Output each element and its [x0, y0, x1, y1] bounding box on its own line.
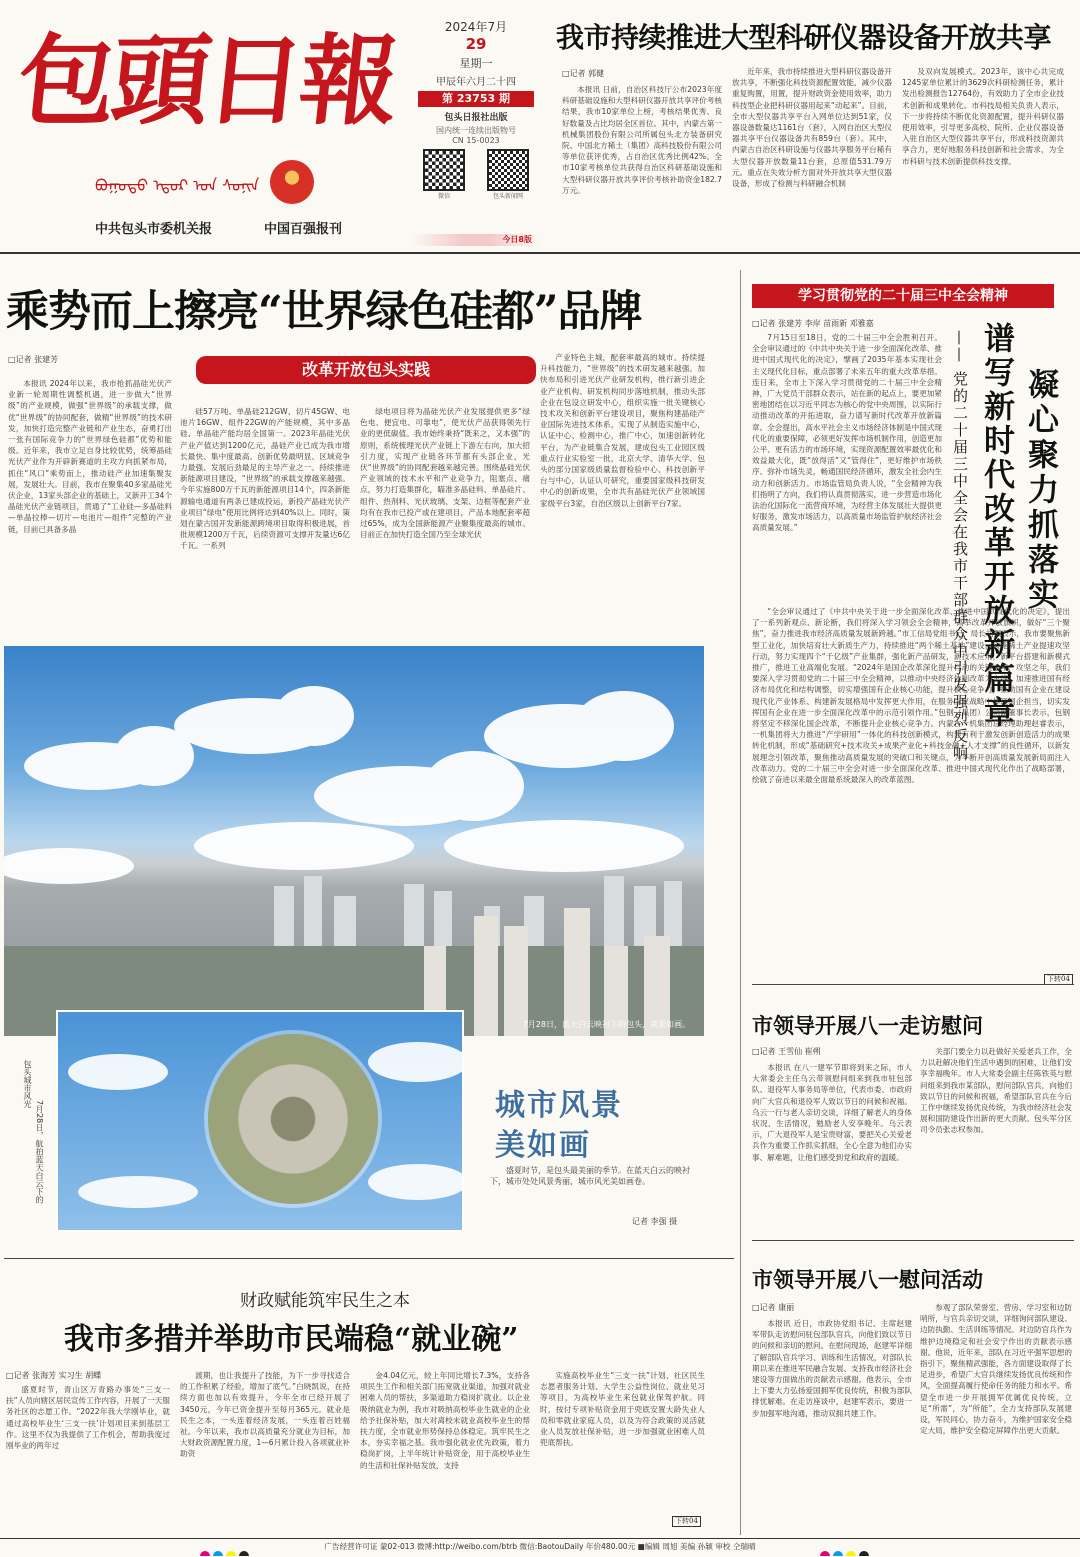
visit-headline[interactable]: 市领导开展八一走访慰问 [752, 1013, 983, 1038]
activity-col2: 参观了部队荣誉室、营房、学习室和边防哨所，与官兵亲切交谈，详细询问部队建设、边防执勤、生活训练等情况。对边防官兵作为维护边境稳定和社会安宁作出的贡献表示感谢。他说，近年来，部队在习近平强军思想的指引下，聚焦精武强能，各方面建设取得了长足进步，希望广大官兵继续发扬优良传统和作风，全面提高履行使命任务的能力和水平。希望全市进一步开展拥军优属优良传统，立足“所需”，为“所能”，全力支持部队发展建设，军民同心，协力奋斗，为维护国家安全稳定大局，维护安全稳定屏障作出更大贡献。 [920, 1303, 1072, 1436]
masthead-slogan-right: 中国百强报刊 [264, 222, 343, 237]
right-divider-1 [752, 984, 1074, 985]
issue-number: 第 23753 期 [418, 91, 534, 107]
feature-col2: “全会审议通过了《中共中央关于进一步全面深化改革、推进中国式现代化的决定》，提出了一系列新观点、新论断，我们将深入学习领会全会精神，高举改革开放旗帜，做好“三个聚焦”，奋力推进我市经济高质量发展新跨越。”市工信局党组书记、局长胡振表示，我市要聚焦新型工业化，加快培育壮大新质生产力，持续推进“两个稀土基地”建设，实施稀土产业提速攻坚行动，努力实现四个“千亿级”产业集群，强化新产品研发，新技术应用，新平台搭建和新模式推广，推进工业高端化发展。“2024年是国企改革深化提升行动的关键之年，攻坚之年，我们要深入学习贯彻党的二十届三中全会精神，以推动中央经济体制改革为主线，加速推进国有经济布局优化和结构调整，切实增强国有企业核心功能，提升核心竞争力，推动国有企业在建设现代化产业体系、构建新发展格局中发挥更大作用，在服务国家战略中体现国企担当，切实发挥国有企业在进一步全面深化改革中的示范引领作用。”包钢（集团）公司副董事长表示，包钢将坚定不移深化国企改革，不断提升企业核心竞争力。内蒙古一机集团总经理助理赵睿表示，一机集团将大力推进“产学研用”一体化的科技创新模式，构建有利于激发创新创造活力的成果转化机制，形成“基础研究+技术攻关+成果产业化+科技金融+人才支撑”的良性循环，以新发展理念引领改革，聚焦推动高质量发展的突破口和关键点，为不断开创高质量发展新局面注入改革动力。党的二十届三中全会对进一步全面深化改革、推进中国式现代化作出了战略部署，绘就了奋进以来最全面最系统最深入的改革蓝图。 [752, 607, 1070, 785]
lead-col4: 产业特色主城，配套率最高的城市。持续提升科技能力，“世界级”的技术研发越来越强。加快布局和引进光伏产业研发机构，推行新引进企业产业机构、研发机构同步落地机制，推动头部企业在包设立研发中心，组织实施一批关键核心技术攻关和创新平台建设项目，聚焦构建晶硅产业国际先进技术体系，实现了从制造实施中心，认证中心、检测中心，推广中心，加速创新转化平台，为产业链集合发展，建成包头工业园区级重点行业实验室一批，北京大学、清华大学、包头的部分国家级质量监督检验中心、科技创新平台与中心，认证认可研究，重要国家级科技研发中心的创新成果，全市共有晶硅光伏产业领域国家级平台3家，自治区级以上创新平台7家。 [540, 353, 705, 508]
today-pages-badge: 今日8版 [412, 234, 540, 246]
bottom-kicker: 财政赋能筑牢民生之本 [240, 1291, 410, 1311]
feature-title-second-text: 谱写新时代改革开放新篇章 [978, 322, 1014, 730]
lead-col1: 本报讯 2024年以来，我市抢抓晶硅光伏产业新一轮周期性调整机遇，进一步做大“世界级”的产业规模，做强“世界级”的承载支撑，做优“世界级”的协同配套，做精“世界级”的技术研发，加快打造完整产业链和产业生态，奋勇打出一张有国际竞争力的“世界绿色硅都”优势和能级。近年来，我市立足自身比较优势，统筹晶硅光伏产业作为开辟新赛道的主攻方向抓紧布局，抓住“风口”乘势而上，推动硅产业加速集聚发展，发展壮大。目前，我市在聚集40多家晶硅光伏企业，13家头部企业的基础上，又新开工34个晶硅光伏产业链项目，贯通了“工业硅—多晶硅料—单晶拉棒—切片—电池片—组件”完整的产业链，目前已具备多晶 [8, 379, 172, 534]
vertical-caption-text-2: 7月28日，航拍蓝天白云下的 [35, 1100, 44, 1204]
feature-subtitle-text: —— 党的二十届三中全会在我市干部群众中引发强烈反响 [951, 330, 969, 762]
top-story-headline[interactable]: 我市持续推进大型科研仪器设备开放共享 [556, 21, 1052, 54]
bottom-divider [4, 1258, 734, 1259]
vertical-caption-text: 包头城市风光 [23, 1060, 32, 1108]
inset-text: 盛夏时节，是包头最美丽的季节。在蓝天白云的映衬下，城市处处风景秀丽，城市风光美如画卷。 [490, 1166, 690, 1186]
qr-label-news: 包头新闻网 [492, 193, 523, 200]
feature-title-main-text: 凝心聚力抓落实 [1022, 368, 1058, 613]
photo-caption-main: 7月28日，蓝天白云映衬下的包头，美景如画。 [522, 1020, 690, 1029]
photo-credit: 记者 李强 摄 [632, 1217, 678, 1226]
date-weekday: 星期一 [459, 57, 493, 70]
qr-label-wechat: 微信 [437, 193, 450, 200]
emblem-icon [270, 160, 314, 204]
registration-marks-2 [820, 1546, 872, 1556]
inset-photo[interactable] [56, 1010, 464, 1232]
feature-jump[interactable] [1044, 966, 1073, 985]
activity-byline: □记者 康丽 [752, 1303, 795, 1312]
bottom-col3: 金4.04亿元，较上年同比增长7.3%，支持各项民生工作和相关部门拓宽就业渠道，加强对就业困难人员的帮扶，多渠道助力稳岗扩就业。以企业吸纳就业为例，我市对吸纳高校毕业生就业的企业给予社保补贴，加大对离校未就业高校毕业生的帮扶力度，全市就业形势保持总体稳定。筑牢民生之本，夯实幸福之基。我市强化就业优先政策，着力稳岗扩岗，上半年统计补贴资金，用于高校毕业生的生活和社保补贴发放，支持 [360, 1371, 530, 1470]
registration-marks [200, 1546, 252, 1556]
feature-jump-label[interactable]: 下转04 [1044, 974, 1073, 985]
bottom-headline[interactable]: 我市多措并举助市民端稳“就业碗” [64, 1322, 519, 1357]
feature-col1: 7月15日至18日，党的二十届三中全会胜利召开。全会审议通过的《中共中央关于进一步全面深化改革、推进中国式现代化的决定》，擘画了2035年基本实现社会主义现代化目标，重点部署了未来五年的重大改革举措。连日来，全市上下深入学习贯彻党的二十届三中全会精神，广大党员干部群众表示，站在新的起点上，要更加紧密地团结在以习近平同志为核心的党中央周围，以实际行动推动改革的开拓进取，奋力谱写新时代改革开放新篇章。全会提出，高水平社会主义市场经济体制是中国式现代化的重要保障，必须更好发挥市场机制作用，创造更加公平、更有活力的市场环境，实现资源配置效率最优化和效益最大化，既“放得活”又“管得住”，更好维护市场秩序、弥补市场失灵，畅通国民经济循环，激发全社会内生动力和创新活力。市场监管局负责人说，“全会精神为我们指明了方向，我们将认真贯彻落实，进一步营造市场化法治化国际化一流营商环境，为经营主体发展壮大提供更好服务，激发市场活力，以高质量市场监管护航经济社会高质量发展。” [752, 333, 942, 533]
activity-headline[interactable]: 市领导开展八一慰问活动 [752, 1267, 983, 1292]
feature-byline: □记者 张建芳 李岸 苗雨新 邓雅嘉 [752, 319, 874, 328]
cn-number: CN 15-0023 [452, 136, 500, 145]
lead-headline[interactable]: 乘势而上擦亮“世界绿色硅都”品牌 [6, 287, 642, 337]
bottom-byline: □记者 张海芳 实习生 胡蝶 [6, 1371, 102, 1380]
qr-code-icon[interactable] [423, 149, 465, 191]
newspaper-logo: 包頭日報 [12, 24, 401, 139]
date-lunar: 甲辰年六月二十四 [436, 77, 516, 88]
footer-divider [0, 1538, 1080, 1539]
inset-title-2: 美如画 [495, 1128, 591, 1163]
feature-section-tag: 学习贯彻党的二十届三中全会精神 [752, 284, 1054, 308]
bottom-col2: 渡期，也让我提升了技能，为下一步寻找适合的工作积累了经验，增加了底气。”白晓凯说，在持续方面也加以有效提升，今年全市已经开展了3450元，今年已资金提升至每月365元。就业是民生之本，一头连着经济发展，一头连着百姓福祉。今年以来，我市以高质量充分就业为目标，加大财政资源配置力度，1—6月累计投入各项就业补助资 [180, 1371, 350, 1459]
top-story-byline: □记者 郭健 [562, 69, 605, 78]
masthead [0, 0, 1080, 250]
visit-byline: □记者 王雪仙 崔朔 [752, 1047, 821, 1056]
inset-title-1: 城市风景 [495, 1088, 623, 1123]
publisher: 包头日报社出版 [444, 113, 508, 123]
masthead-divider [0, 252, 1080, 254]
top-story-col3: 及双向发展模式。2023年，该中心共完成1245家单位累计的3629次科研检测任务，累计发出检测报告12764份，有效助力了全市企业技术创新和成果转化。市科技局相关负责人表示，下一步将持续不断优化资源配置，提升科研仪器使用效率，引导更多高校、院所、企业仪器设备入驻自治区大型仪器共享平台，形成科技资源共享合力，更好地服务科技创新和社会需求，为全市科研与技术创新提供科技支撑。 [902, 67, 1064, 166]
lead-section-tag: 改革开放包头实践 [196, 356, 536, 384]
visit-col1: 本报讯 在八一建军节即将到来之际，市人大常委会主任乌云带领慰问组来到我市驻包部队、退役军人事务局等单位，代表市委、市政府向广大官兵和退役军人致以节日的问候和祝福。乌云一行与老人亲切交谈，详细了解老人的身体状况、生活情况，勉励老人安享晚年。乌云表示，广大退役军人是宝贵财富，要把关心关爱老兵作为重要工作抓实抓细，全心全意为他们办实事、解难题，让他们感受到党和政府的温暖。 [752, 1063, 912, 1162]
activity-col1: 本报讯 近日，市政协党组书记、主席赵建军带队走访慰问驻包部队官兵，向他们致以节日的问候和亲切的慰问。在慰问现场，赵建军详细了解部队官兵学习、训练和生活情况，对部队长期以来在推进军民融合发展、支持我市经济社会建设等方面做出的贡献表示感谢。他表示，全市上下要大力弘扬爱国拥军优良传统，积极为部队排忧解难。在走访座谈中，赵建军表示，要进一步加强军地沟通，推动双拥共建工作。 [752, 1319, 912, 1418]
date-year-month: 2024年7月 [444, 20, 508, 34]
vertical-caption-2 [34, 1100, 45, 1240]
date-day: 29 [465, 35, 487, 53]
city-photo-drawing [4, 646, 704, 1036]
bottom-jump-label[interactable]: 下转04 [672, 1516, 701, 1527]
inset-clouds [58, 1012, 464, 1232]
visit-col2: 关部门要全力以赴做好关爱老兵工作，全力以赴解决他们生活中遇到的困难，让他们安享幸福晚年。市人大常委会副主任陈铁英与慰问组来到我市某部队，慰问部队官兵，向他们致以节日的问候和祝福，希望部队官兵在今后工作中继续发扬优良传统，为我市经济社会发展和国防建设作出新的更大贡献。包头军分区司令员张志权参加。 [920, 1047, 1072, 1135]
bottom-col4: 实施高校毕业生“三支一扶”计划、社区民生志愿者服务计划、大学生公益性岗位、就业见习等项目，为高校毕业生来包就业保驾护航。同时，按付专项补贴资金用于兜底安置大龄失业人员和零就业家庭人员，以及为符合政策的灵活就业人员发放社保补贴，进一步加强就业困难人员兜底帮扶。 [540, 1371, 705, 1448]
bottom-col1: 盛夏时节，青山区万青路办事处“三支一扶”人员向辖区居民宣传工作内容，开展了一天服务社区的志愿工作。“2022年我大学刚毕业，就通过高校毕业生‘三支一扶’计划项目来到基层工作。这里不仅为我提供了工作机会，帮助我度过刚毕业的两年过 [6, 1385, 170, 1451]
masthead-slogan-left: 中共包头市委机关报 [95, 222, 213, 237]
right-divider-2 [752, 1240, 1074, 1241]
date-box [412, 12, 540, 234]
column-divider [740, 270, 741, 1535]
lead-col2: 硅57万吨、单晶硅212GW、切片45GW、电池片16GW、组件22GW的产能规模，其中多晶硅、单晶硅产能均居全国第一。2023年晶硅光伏产业产值达到1200亿元，晶硅产业已成为我市增长最快、集中度最高、创新优势最明显、区域竞争力最强、发展后劲最足的主导产业之一。持续推进新能源项目建设，“世界级”的承载支撑越来越强。今年实施800万千瓦的新能源项目14个，四条新能源输电通道有两条已建成投运，新投产晶硅光伏产业项目“绿电”使用比例将达到40%以上。同时，策划在蒙古国开发新能源跨境项目取得积极进展，首批规模1200万千瓦，后续资源可支撑开发量达6亿千瓦。一系列 [180, 407, 350, 551]
cn-label: 国内统一连续出版物号 [436, 126, 516, 135]
footer-text: 广告经营许可证 蒙02-013 微博:http://weibo.com/btrb 微信:BaotouDaily 年价480.00元 ■编辑 周旭 美编 孙颖 审校 仝瑞晴 [324, 1542, 756, 1551]
top-story-col1: 本报讯 日前，自治区科技厅公布2023年度科研基础设施和大型科研仪器开放共享评价考核结果，我市10家单位上榜，考核结果优秀、良好数量及占比均居全区首位。其中，内蒙古第一机械集团股份有限公司所属包头北方装备研究院、中国北方稀土（集团）高科技股份有限公司等单位获评优秀，占自治区优秀比例42%。全市10家考核单位共获得自治区科研基础设施和大型科研仪器开放共享评价考核补助资金182.7万元。 [562, 85, 722, 195]
vertical-caption [22, 1060, 33, 1240]
mongolian-title: ᠪᠤᠭᠤᠲᠤ ᠡᠳᠦᠷ ᠤᠨ ᠰᠣᠨᠢᠨ [95, 176, 260, 195]
qr-code-icon[interactable] [487, 149, 529, 191]
lead-col3: 绿电项目将为晶硅光伏产业发展提供更多“绿色电、便宜电、可靠电”，使光伏产品获得领先行业的更低碳值。我市始终秉持“既来之，又本强”的原则，系统梳理光伏产业链上下游左右向，加大招引力度，实现产业链各环节都有头部企业，光伏“世界级”的协同配套越来越完善。围绕晶硅光伏产业领域的技术水平和产业竞争力，阻塞点、痛点，努力打造集群化，瞄准多晶硅料、单晶硅片、组件、热剂料、光伏玻璃、支架、边框等配套产业均有在我市已投产或在建项目，产品本地配套率超过65%，成为全国新能源产业聚集度最高的城市。目前正在加快打造全国乃至全球光伏 [360, 407, 530, 540]
bottom-jump[interactable] [672, 1508, 701, 1527]
top-story-col2: 近年来，我市持续推进大型科研仪器设备开放共享，不断强化科技资源配置效能，减少仪器重复购置，用置，提升财政资金使用效率，助力科技型企业把科研仪器用起来“动起来”。目前，全市大型仪器共享平台入网单位达到51家，仪器设备数量达1161台（套），入网自治区大型仪器共享平台仪器设备共有859台（套）。其中，内蒙古自治区科研设施与仪器共享服务平台稀有大型仪器开放数量11台套，总原值531.79万元。重点在失效分析方面对外开放共享大型仪器设备，形成了检测与科研融合机制 [732, 67, 892, 189]
city-photo[interactable] [4, 646, 704, 1036]
lead-byline: □记者 张建芳 [8, 355, 59, 364]
